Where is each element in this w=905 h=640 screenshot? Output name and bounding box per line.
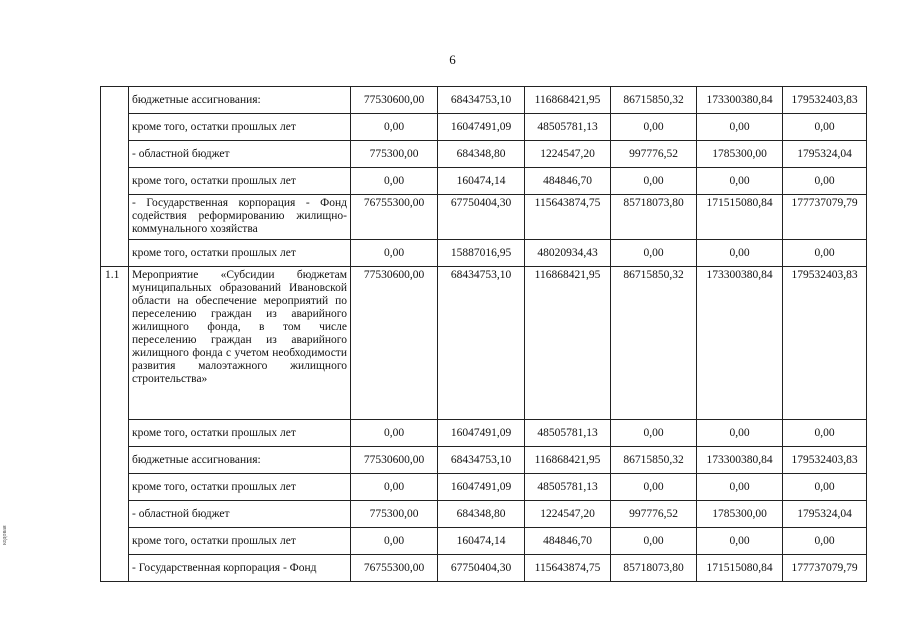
value-cell: 0,00	[783, 474, 867, 501]
table-row	[101, 501, 867, 528]
value-cell: 0,00	[611, 528, 697, 555]
value-cell: 684348,80	[438, 141, 525, 168]
value-cell: 997776,52	[611, 141, 697, 168]
value-cell: 77530600,00	[351, 267, 438, 420]
row-index: 1.1	[101, 267, 129, 582]
value-cell: 48505781,13	[525, 114, 611, 141]
table-row	[101, 420, 867, 447]
table-row	[101, 195, 867, 240]
row-label: кроме того, остатки прошлых лет	[129, 420, 351, 447]
table-row	[101, 168, 867, 195]
value-cell: 179532403,83	[783, 447, 867, 474]
page-number: 6	[449, 52, 456, 67]
value-cell: 160474,14	[438, 528, 525, 555]
value-cell: 0,00	[611, 240, 697, 267]
value-cell: 0,00	[351, 168, 438, 195]
side-mark: кодовая	[2, 525, 8, 545]
value-cell: 67750404,30	[438, 195, 525, 240]
row-label: бюджетные ассигнования:	[129, 447, 351, 474]
value-cell: 684348,80	[438, 501, 525, 528]
value-cell: 0,00	[783, 240, 867, 267]
table-row	[101, 447, 867, 474]
value-cell: 0,00	[697, 240, 783, 267]
value-cell: 173300380,84	[697, 447, 783, 474]
value-cell: 0,00	[783, 528, 867, 555]
table-row	[101, 474, 867, 501]
value-cell: 0,00	[697, 474, 783, 501]
index-cell	[101, 87, 129, 267]
value-cell: 0,00	[611, 114, 697, 141]
value-cell: 0,00	[697, 114, 783, 141]
value-cell: 48505781,13	[525, 420, 611, 447]
financing-table	[100, 86, 867, 582]
row-label: - областной бюджет	[129, 501, 351, 528]
table-row	[101, 528, 867, 555]
value-cell: 177737079,79	[783, 555, 867, 582]
value-cell: 0,00	[351, 528, 438, 555]
value-cell: 1795324,04	[783, 141, 867, 168]
value-cell: 0,00	[697, 528, 783, 555]
table-row	[101, 555, 867, 582]
row-label: кроме того, остатки прошлых лет	[129, 240, 351, 267]
value-cell: 68434753,10	[438, 267, 525, 420]
value-cell: 116868421,95	[525, 267, 611, 420]
value-cell: 173300380,84	[697, 87, 783, 114]
value-cell: 0,00	[351, 474, 438, 501]
row-label: кроме того, остатки прошлых лет	[129, 168, 351, 195]
table-row	[101, 87, 867, 114]
table-row	[101, 240, 867, 267]
value-cell: 0,00	[611, 474, 697, 501]
row-label: бюджетные ассигнования:	[129, 87, 351, 114]
value-cell: 76755300,00	[351, 195, 438, 240]
value-cell: 116868421,95	[525, 87, 611, 114]
value-cell: 160474,14	[438, 168, 525, 195]
value-cell: 0,00	[697, 168, 783, 195]
value-cell: 0,00	[783, 168, 867, 195]
value-cell: 1785300,00	[697, 141, 783, 168]
value-cell: 775300,00	[351, 141, 438, 168]
row-label: - Государственная корпорация - Фонд	[129, 555, 351, 582]
value-cell: 86715850,32	[611, 87, 697, 114]
value-cell: 0,00	[783, 114, 867, 141]
value-cell: 85718073,80	[611, 195, 697, 240]
value-cell: 0,00	[611, 420, 697, 447]
value-cell: 67750404,30	[438, 555, 525, 582]
value-cell: 16047491,09	[438, 114, 525, 141]
row-label: - областной бюджет	[129, 141, 351, 168]
value-cell: 115643874,75	[525, 195, 611, 240]
value-cell: 171515080,84	[697, 195, 783, 240]
value-cell: 76755300,00	[351, 555, 438, 582]
value-cell: 86715850,32	[611, 267, 697, 420]
value-cell: 68434753,10	[438, 447, 525, 474]
value-cell: 15887016,95	[438, 240, 525, 267]
table-row	[101, 267, 867, 420]
value-cell: 77530600,00	[351, 447, 438, 474]
value-cell: 177737079,79	[783, 195, 867, 240]
value-cell: 179532403,83	[783, 87, 867, 114]
value-cell: 0,00	[783, 420, 867, 447]
value-cell: 77530600,00	[351, 87, 438, 114]
value-cell: 171515080,84	[697, 555, 783, 582]
value-cell: 48020934,43	[525, 240, 611, 267]
value-cell: 86715850,32	[611, 447, 697, 474]
row-label: кроме того, остатки прошлых лет	[129, 528, 351, 555]
value-cell: 484846,70	[525, 168, 611, 195]
value-cell: 0,00	[611, 168, 697, 195]
value-cell: 0,00	[697, 420, 783, 447]
row-label: кроме того, остатки прошлых лет	[129, 114, 351, 141]
value-cell: 0,00	[351, 114, 438, 141]
value-cell: 1224547,20	[525, 501, 611, 528]
table-row	[101, 141, 867, 168]
value-cell: 48505781,13	[525, 474, 611, 501]
value-cell: 85718073,80	[611, 555, 697, 582]
value-cell: 0,00	[351, 240, 438, 267]
value-cell: 0,00	[351, 420, 438, 447]
value-cell: 997776,52	[611, 501, 697, 528]
value-cell: 115643874,75	[525, 555, 611, 582]
row-label: Мероприятие «Субсидии бюджетам муниципальных образований Ивановской области на обеспечение мероприятий по переселению граждан из аварийного жилищного фонда, в том числе переселению граждан из аварийного жилищного фонда с учетом необходимости развития малоэтажного жилищного строительства»	[129, 267, 351, 420]
table-row	[101, 114, 867, 141]
value-cell: 179532403,83	[783, 267, 867, 420]
value-cell: 1785300,00	[697, 501, 783, 528]
value-cell: 16047491,09	[438, 420, 525, 447]
value-cell: 68434753,10	[438, 87, 525, 114]
value-cell: 16047491,09	[438, 474, 525, 501]
row-label: - Государственная корпорация - Фонд содействия реформированию жилищно-коммунального хозяйства	[129, 195, 351, 240]
value-cell: 116868421,95	[525, 447, 611, 474]
row-label: кроме того, остатки прошлых лет	[129, 474, 351, 501]
value-cell: 1224547,20	[525, 141, 611, 168]
value-cell: 1795324,04	[783, 501, 867, 528]
value-cell: 775300,00	[351, 501, 438, 528]
value-cell: 484846,70	[525, 528, 611, 555]
value-cell: 173300380,84	[697, 267, 783, 420]
